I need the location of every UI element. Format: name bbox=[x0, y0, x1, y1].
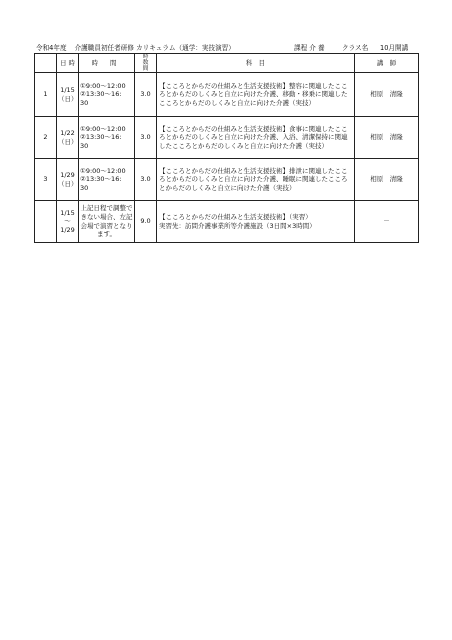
row-number: 2 bbox=[35, 117, 57, 159]
row-time: ①9:00～12:00 ②13:30～16: 30 bbox=[79, 73, 135, 117]
row-number: 1 bbox=[35, 73, 57, 117]
row-hours: 9.0 bbox=[135, 201, 157, 243]
row-time-note: 上記日程で調整できない場合、左記会場で演習となります。 bbox=[79, 201, 135, 243]
row-subject: 【こころとからだの仕組みと生活支援技術】整容に関連したこころとからだのしくみと自立に向けた介護、移動・移乗に関連したこころとからだのしくみと自立に向けた介護（実技） bbox=[157, 73, 355, 117]
row-date: 1/22 （日） bbox=[57, 117, 79, 159]
header-instructor: 講 師 bbox=[355, 54, 419, 73]
header-date: 日 時 bbox=[57, 54, 79, 73]
course-info bbox=[294, 43, 325, 53]
row-hours: 3.0 bbox=[135, 73, 157, 117]
curriculum-table bbox=[34, 53, 419, 243]
row-instructor: 相原 清隆 bbox=[355, 159, 419, 201]
row-date-range: 1/15 ～ 1/29 bbox=[57, 201, 79, 243]
row-instructor: 相原 清隆 bbox=[355, 73, 419, 117]
row-date: 1/15 （日） bbox=[57, 73, 79, 117]
training-title: 介護職員初任者研修 bbox=[74, 44, 134, 52]
table-row bbox=[35, 159, 419, 201]
row-subject: 【こころとからだの仕組みと生活支援技術】排泄に関連したこころとからだのしくみと自立に向けた介護、睡眠に関連したこころとからだのしくみと自立に向けた介護（実技） bbox=[157, 159, 355, 201]
curriculum-subtitle: カリキュラム（通学：実技演習） bbox=[136, 44, 235, 52]
header-hours: 時 数 間 bbox=[135, 54, 157, 73]
row-subject: 【こころとからだの仕組みと生活支援技術】（実習） 実習先：訪問介護事業所等介護施設（3日間×3時間） bbox=[157, 201, 355, 243]
header-no bbox=[35, 54, 57, 73]
row-time: ①9:00～12:00 ②13:30～16: 30 bbox=[79, 159, 135, 201]
row-subject: 【こころとからだの仕組みと生活支援技術】食事に関連したこころとからだのしくみと自立に向けた介護、入浴、清潔保持に関連したこころとからだのしくみと自立に向けた介護（実技） bbox=[157, 117, 355, 159]
opening-month: 10月開講 bbox=[380, 44, 409, 52]
header-title-line bbox=[36, 43, 235, 53]
row-time: ①9:00～12:00 ②13:30～16: 30 bbox=[79, 117, 135, 159]
row-hours: 3.0 bbox=[135, 159, 157, 201]
row-hours: 3.0 bbox=[135, 117, 157, 159]
table-row bbox=[35, 73, 419, 117]
row-instructor: － bbox=[355, 201, 419, 243]
table-row bbox=[35, 117, 419, 159]
course-label: 課程 bbox=[294, 44, 308, 52]
row-number: 3 bbox=[35, 159, 57, 201]
table-row bbox=[35, 201, 419, 243]
header-subject: 科 目 bbox=[157, 54, 355, 73]
document-header bbox=[36, 43, 420, 53]
row-date: 1/29 （日） bbox=[57, 159, 79, 201]
row-instructor: 相原 清隆 bbox=[355, 117, 419, 159]
table-header-row bbox=[35, 54, 419, 73]
fiscal-year: 令和4年度 bbox=[36, 44, 67, 52]
row-number bbox=[35, 201, 57, 243]
course-value: 介 養 bbox=[309, 44, 325, 52]
class-label: クラス名 bbox=[342, 44, 369, 52]
header-time: 時 間 bbox=[79, 54, 135, 73]
